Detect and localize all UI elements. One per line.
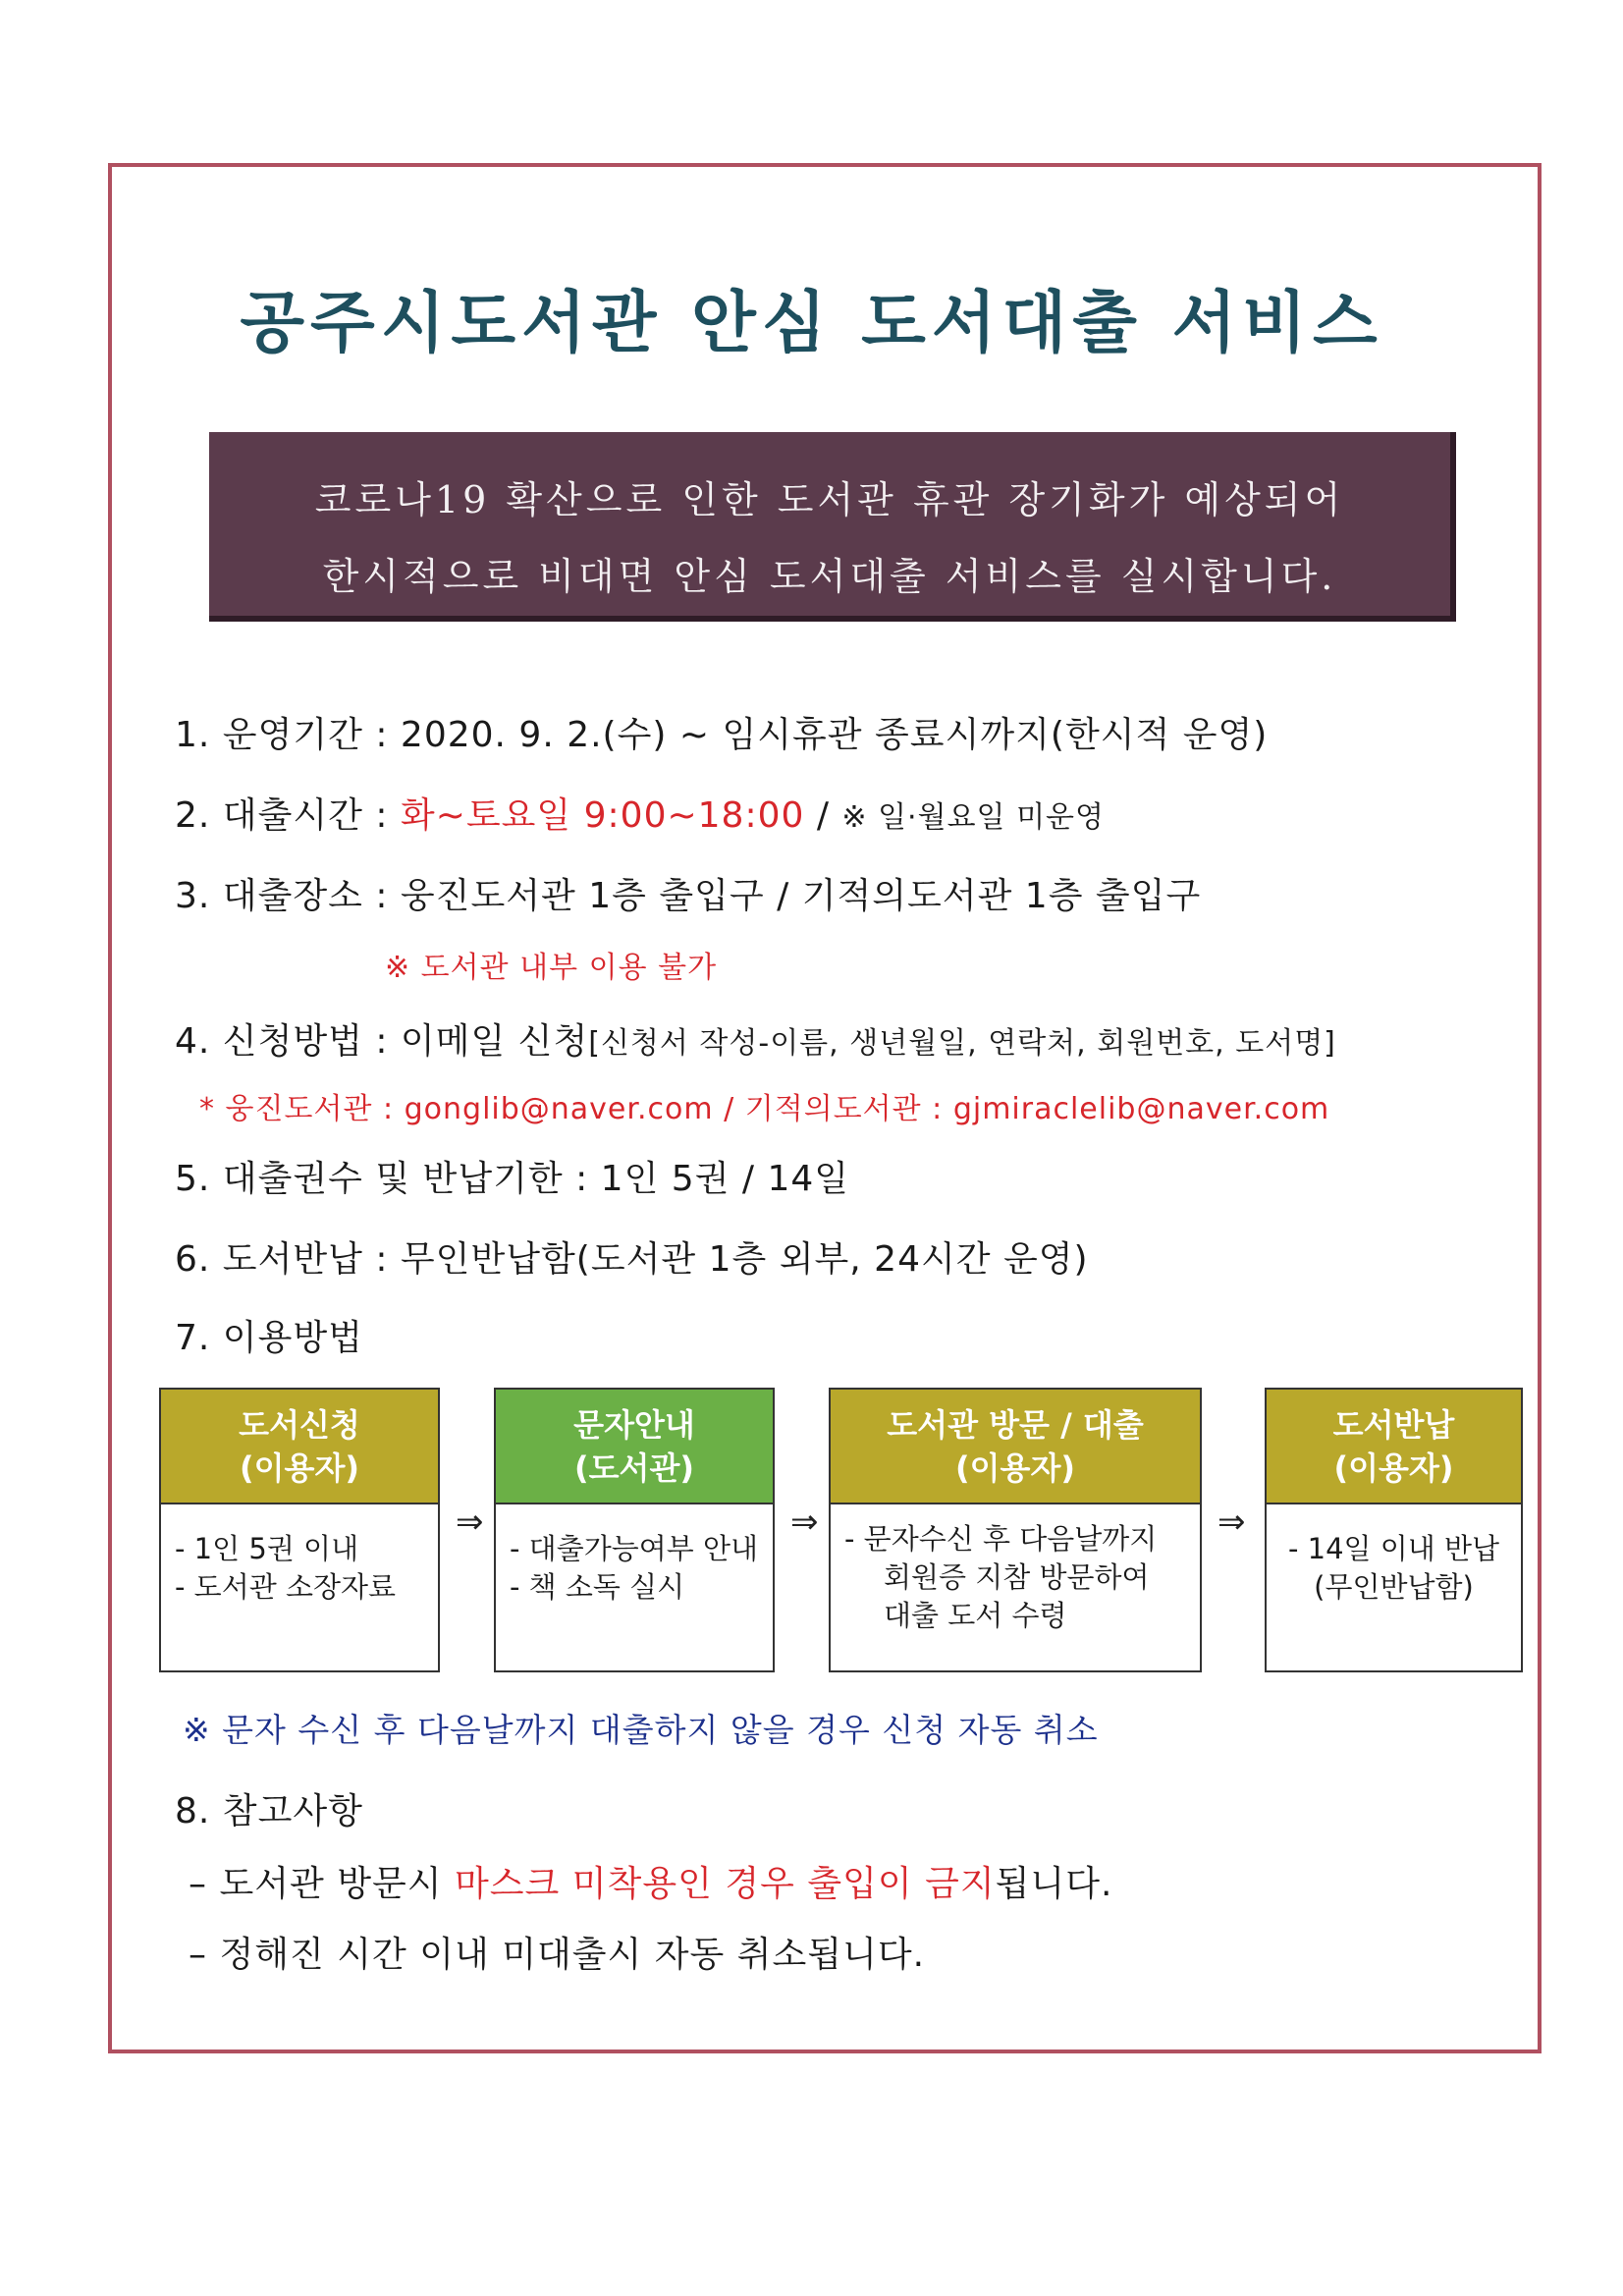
flow-step-body [161,1504,438,1607]
flow-step-head [161,1390,438,1504]
flow-step-notify [494,1388,775,1672]
item-return: 6. 도서반납 : 무인반납함(도서관 1층 외부, 24시간 운영) [175,1239,1089,1280]
item-hours [175,788,1105,838]
flow-step-text: - 대출가능여부 안내 [510,1532,759,1565]
hours-label: 2. 대출시간 : [175,795,401,836]
flow-step-actor: (이용자) [1333,1449,1454,1487]
flow-step-head [831,1390,1200,1504]
note-cancel: – 정해진 시간 이내 미대출시 자동 취소됩니다. [189,1935,926,1975]
flow-step-text: 회원증 지참 방문하여 [884,1560,1150,1594]
place-note: ※ 도서관 내부 이용 불가 [385,951,718,985]
flow-step-body [496,1504,773,1607]
banner-line-1: 코로나19 확산으로 인한 도서관 휴관 장기화가 예상되어 [314,478,1345,521]
flow-step-text: 대출 도서 수령 [884,1599,1067,1632]
flow-step-title: 도서반납 [1332,1406,1455,1444]
flow-arrow: ⇒ [456,1503,484,1542]
note-mask-emphasis: 마스크 미착용인 경우 출입이 금지 [455,1864,996,1904]
flow-step-head [496,1390,773,1504]
note-mask-post: 됩니다. [995,1864,1113,1904]
flow-step-return [1265,1388,1523,1672]
flow-step-text: - 1인 5권 이내 [175,1532,359,1565]
item-period: 1. 운영기간 : 2020. 9. 2.(수) ~ 임시휴관 종료시까지(한시적 운영) [175,715,1269,755]
flow-step-title: 도서관 방문 / 대출 [887,1406,1144,1444]
flow-step-title: 문자안내 [573,1406,695,1444]
flow-step-visit [829,1388,1202,1672]
flow-arrow: ⇒ [1217,1503,1246,1542]
item-place: 3. 대출장소 : 웅진도서관 1층 출입구 / 기적의도서관 1층 출입구 [175,876,1202,916]
flow-step-body [1267,1504,1521,1607]
flow-step-apply [159,1388,440,1672]
hours-note: ※ 일·월요일 미운영 [841,800,1106,835]
note-mask-pre: – 도서관 방문시 [189,1864,455,1904]
item-limit: 5. 대출권수 및 반납기한 : 1인 5권 / 14일 [175,1159,850,1199]
banner-line-2: 한시적으로 비대면 안심 도서대출 서비스를 실시합니다. [322,555,1337,598]
item-apply [175,1013,1336,1064]
note-mask [189,1856,1112,1906]
apply-emails: * 웅진도서관 : gonglib@naver.com / 기적의도서관 : gjmiraclelib@naver.com [199,1092,1330,1126]
flow-arrow: ⇒ [790,1503,819,1542]
hours-separator: / [804,795,842,836]
flow-step-title: 도서신청 [239,1406,360,1444]
flow-note: ※ 문자 수신 후 다음날까지 대출하지 않을 경우 신청 자동 취소 [183,1711,1099,1749]
apply-label: 4. 신청방법 : 이메일 신청 [175,1021,589,1062]
flow-step-text: - 14일 이내 반납 [1287,1532,1500,1565]
flow-step-text: - 문자수신 후 다음날까지 [844,1522,1158,1556]
item-usage: 7. 이용방법 [175,1318,363,1358]
flow-step-actor: (도서관) [574,1449,694,1487]
flow-step-text: (무인반납함) [1314,1570,1474,1604]
flow-step-head [1267,1390,1521,1504]
flow-step-actor: (이용자) [955,1449,1075,1487]
notes-heading: 8. 참고사항 [175,1791,363,1831]
page-title: 공주시도서관 안심 도서대출 서비스 [240,285,1383,362]
flow-step-body [831,1504,1200,1635]
flow-step-actor: (이용자) [240,1449,359,1487]
flow-step-text: - 책 소독 실시 [510,1570,685,1604]
apply-detail: [신청서 작성-이름, 생년월일, 연락처, 회원번호, 도서명] [588,1026,1336,1061]
hours-value: 화~토요일 9:00~18:00 [400,795,805,836]
notice-banner [209,432,1456,622]
flow-step-text: - 도서관 소장자료 [175,1570,396,1604]
